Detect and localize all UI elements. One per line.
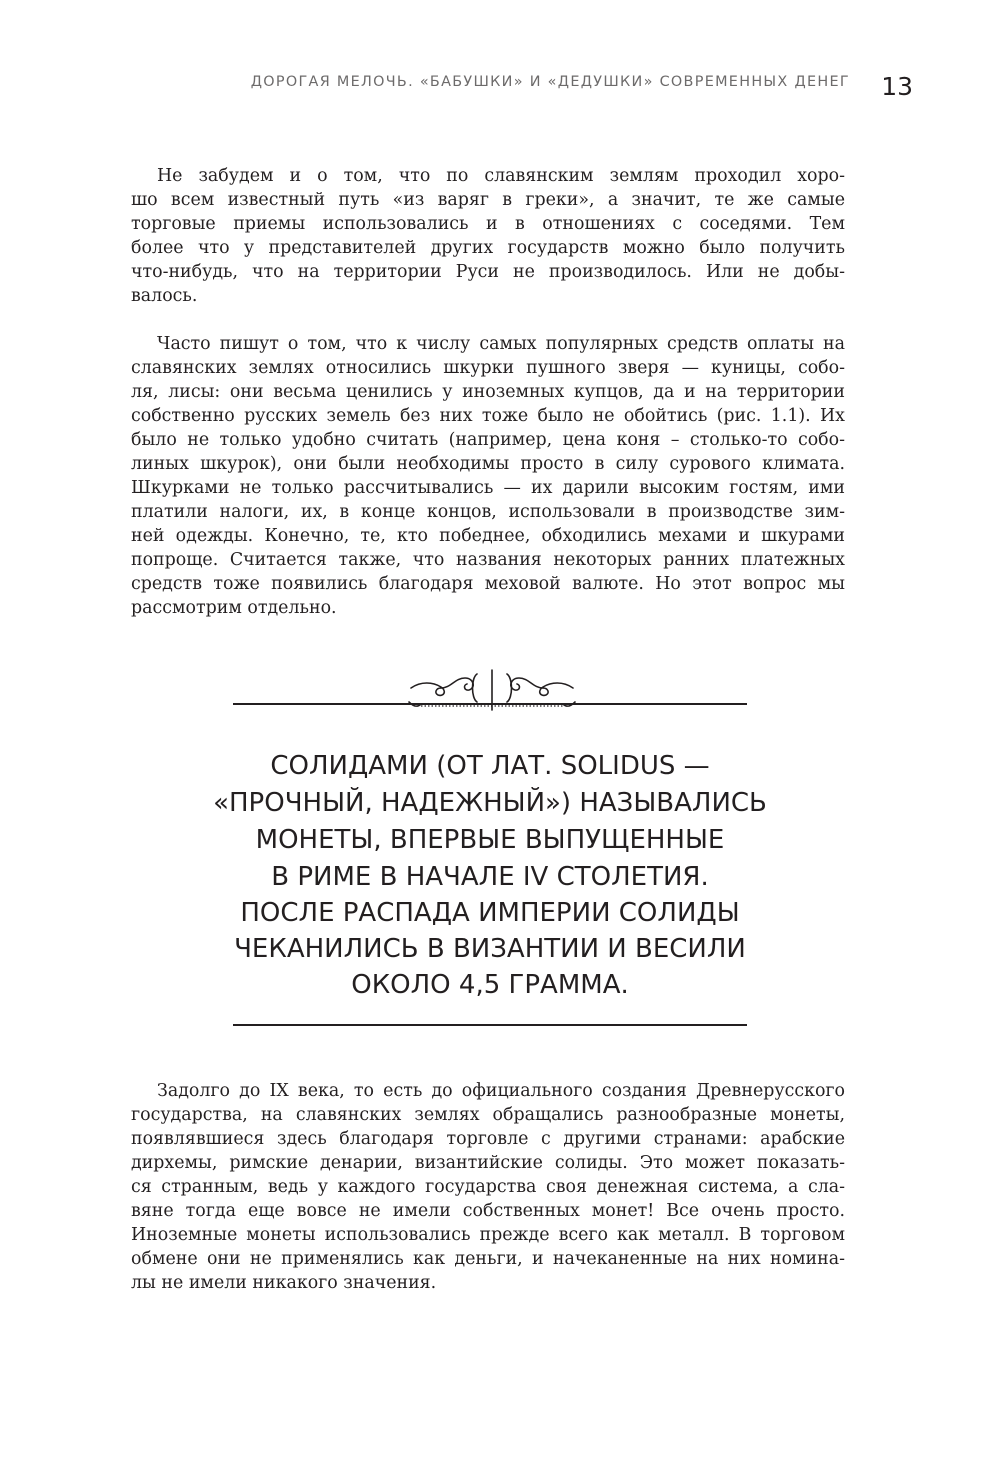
paragraph-line: Шкурками не только рассчитывались — их дарили высоким гостям, ими — [131, 478, 845, 498]
paragraph-line: лы не имели никакого значения. — [131, 1273, 437, 1293]
paragraph-line: более что у представителей других государств можно было получить — [131, 238, 845, 258]
paragraph-line: шо всем известный путь «из варяг в греки», а значит, те же самые — [131, 190, 845, 210]
pull-quote-line: МОНЕТЫ, ВПЕРВЫЕ ВЫПУЩЕННЫЕ — [255, 825, 725, 855]
paragraph-line: дирхемы, римские денарии, византийские солиды. Это может показать- — [131, 1153, 845, 1173]
paragraph-line: средств тоже появились благодаря меховой валюте. Но этот вопрос мы — [131, 574, 845, 594]
paragraph-line: Иноземные монеты использовались прежде всего как металл. В торговом — [131, 1225, 845, 1245]
scroll-flourish-icon — [407, 668, 577, 714]
paragraph-line: появлявшиеся здесь благодаря торговле с другими странами: арабские — [131, 1129, 845, 1149]
paragraph-line: рассмотрим отдельно. — [131, 598, 337, 618]
paragraph-line: линых шкурок), они были необходимы просто в силу сурового климата. — [131, 454, 845, 474]
pull-quote-line: ОКОЛО 4,5 ГРАММА. — [351, 970, 629, 1000]
paragraph-line: ней одежды. Конечно, те, кто победнее, обходились мехами и шкурами — [131, 526, 845, 546]
paragraph-line: Задолго до IX века, то есть до официального создания Древнерусского — [157, 1081, 845, 1101]
paragraph-line: платили налоги, их, в конце концов, использовали в производстве зим- — [131, 502, 845, 522]
paragraph-line: что-нибудь, что на территории Руси не производилось. Или не добы- — [131, 262, 845, 282]
pull-quote-line: ПОСЛЕ РАСПАДА ИМПЕРИИ СОЛИДЫ — [240, 898, 740, 928]
paragraph-line: вяне тогда еще вовсе не имели собственных монет! Все очень просто. — [131, 1201, 845, 1221]
paragraph-line: ся странным, ведь у каждого государства своя денежная система, а сла- — [131, 1177, 845, 1197]
pull-quote-line: «ПРОЧНЫЙ, НАДЕЖНЫЙ») НАЗЫВАЛИСЬ — [213, 788, 767, 818]
paragraph-line: Не забудем и о том, что по славянским землям проходил хоро- — [157, 166, 845, 186]
running-title: ДОРОГАЯ МЕЛОЧЬ. «БАБУШКИ» И «ДЕДУШКИ» СОВРЕМЕННЫХ ДЕНЕГ — [250, 74, 850, 90]
paragraph-line: собственно русских земель без них тоже было не обойтись (рис. 1.1). Их — [131, 406, 845, 426]
paragraph-line: ля, лисы: они весьма ценились у иноземных купцов, да и на территории — [131, 382, 845, 402]
paragraph-line: обмене они не применялись как деньги, и начеканенные на них номина- — [131, 1249, 845, 1269]
quote-top-rule — [233, 703, 747, 705]
paragraph-line: попроще. Считается также, что названия некоторых ранних платежных — [131, 550, 845, 570]
page-number: 13 — [881, 72, 913, 101]
quote-bottom-rule — [233, 1024, 747, 1026]
pull-quote-line: В РИМЕ В НАЧАЛЕ IV СТОЛЕТИЯ. — [271, 862, 709, 892]
pull-quote-line: СОЛИДАМИ (ОТ ЛАТ. SOLIDUS — — [270, 751, 710, 781]
paragraph-line: валось. — [131, 286, 198, 306]
paragraph-line: было не только удобно считать (например, цена коня – столько-то собо- — [131, 430, 845, 450]
pull-quote-line: ЧЕКАНИЛИСЬ В ВИЗАНТИИ И ВЕСИЛИ — [234, 934, 746, 964]
paragraph-line: торговые приемы использовались и в отношениях с соседями. Тем — [131, 214, 845, 234]
paragraph-line: Часто пишут о том, что к числу самых популярных средств оплаты на — [157, 334, 845, 354]
paragraph-line: славянских землях относились шкурки пушного зверя — куницы, собо- — [131, 358, 845, 378]
paragraph-line: государства, на славянских землях обращались разнообразные монеты, — [131, 1105, 845, 1125]
